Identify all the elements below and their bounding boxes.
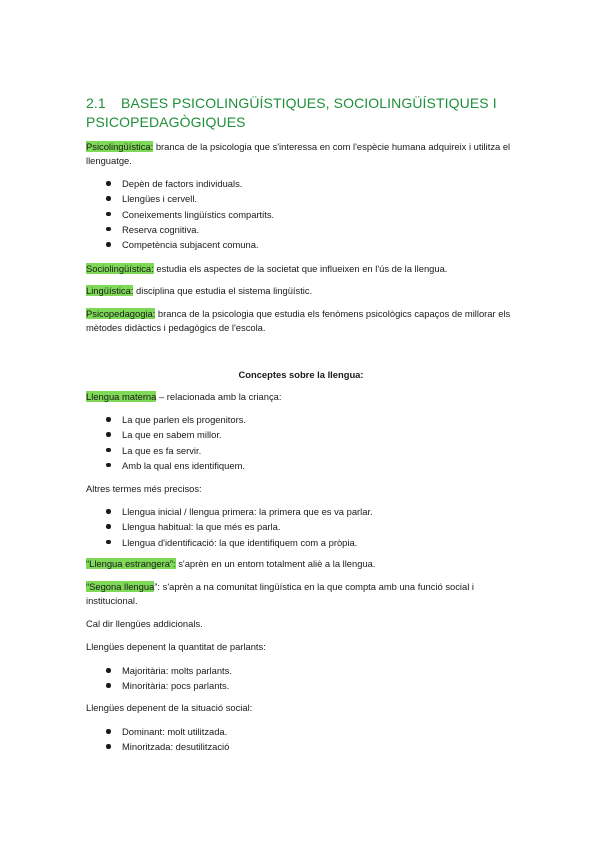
term-sociolinguistica: Sociolingüística: [86,263,154,274]
term-llengua-estrangera: “Llengua estrangera”: [86,558,176,569]
paragraph-psicopedagogia [86,307,516,335]
definition-segona-llengua: ”: s'aprèn a na comunitat lingüística en la que compta amb una funció social i institucional. [86,581,474,606]
paragraph-linguistica [86,284,516,298]
paragraph-addicionals: Cal dir llengües addicionals. [86,618,203,629]
list-item: Llengua d'identificació: la que identifiquem com a pròpia. [106,535,526,550]
list-item: Dominant: molt utilitzada. [106,724,526,739]
list-item: Depèn de factors individuals. [106,176,526,191]
list-item: Competència subjacent comuna. [106,237,526,252]
section-heading [86,94,526,132]
definition-sociolinguistica: estudia els aspectes de la societat que influeixen en l'ús de la llengua. [153,263,448,274]
list-item: Llengua inicial / llengua primera: la primera que es va parlar. [106,504,526,519]
term-linguistica: Lingüística: [86,285,134,296]
paragraph-llengua-materna [86,390,516,404]
list-item: Reserva cognitiva. [106,222,526,237]
paragraph-sociolinguistica [86,262,516,276]
list-item: La que es fa servir. [106,443,526,458]
paragraph-llengua-estrangera [86,557,516,571]
list-altres-termes [106,504,526,550]
list-item: Minoritzada: desutilització [106,739,526,754]
list-item: Llengua habitual: la que més es parla. [106,519,526,534]
definition-llengua-materna: – relacionada amb la criança: [156,391,282,402]
definition-psicolinguistica: branca de la psicologia que s'interessa en com l'espècie humana adquireix i utilitza el llenguatge. [86,141,511,166]
paragraph-situacio: Llengües depenent de la situació social: [86,702,253,713]
list-item: Amb la qual ens identifiquem. [106,458,526,473]
term-segona-llengua: “Segona llengua [86,581,155,592]
definition-linguistica: disciplina que estudia el sistema lingüístic. [133,285,313,296]
list-item: Llengües i cervell. [106,191,526,206]
definition-llengua-estrangera: s'aprèn en un entorn totalment aliè a la llengua. [175,558,376,569]
list-item: Minoritària: pocs parlants. [106,678,526,693]
term-psicolinguistica: Psicolingüística: [86,141,154,152]
list-item: La que parlen els progenitors. [106,412,526,427]
list-psicolinguistica [106,176,526,252]
term-psicopedagogia: Psicopedagogia: [86,308,156,319]
list-item: Majoritària: molts parlants. [106,663,526,678]
paragraph-altres-termes: Altres termes més precisos: [86,483,202,494]
concepts-title: Conceptes sobre la llengua: [238,369,364,380]
section-title: BASES PSICOLINGÜÍSTIQUES, SOCIOLINGÜÍSTIQUES I PSICOPEDAGÒGIQUES [86,95,497,130]
paragraph-segona-llengua [86,580,516,608]
term-llengua-materna: Llengua materna [86,391,157,402]
definition-psicopedagogia: branca de la psicologia que estudia els fenòmens psicològics capaços de millorar els mètodes didàctics i pedagògics de l'escola. [86,308,511,333]
list-llengua-materna [106,412,526,473]
list-parlants [106,663,526,694]
paragraph-psicolinguistica [86,140,516,168]
list-situacio [106,724,526,755]
section-number: 2.1 [86,95,106,111]
list-item: La que en sabem millor. [106,427,526,442]
paragraph-parlants: Llengües depenent la quantitat de parlants: [86,641,266,652]
list-item: Coneixements lingüístics compartits. [106,207,526,222]
